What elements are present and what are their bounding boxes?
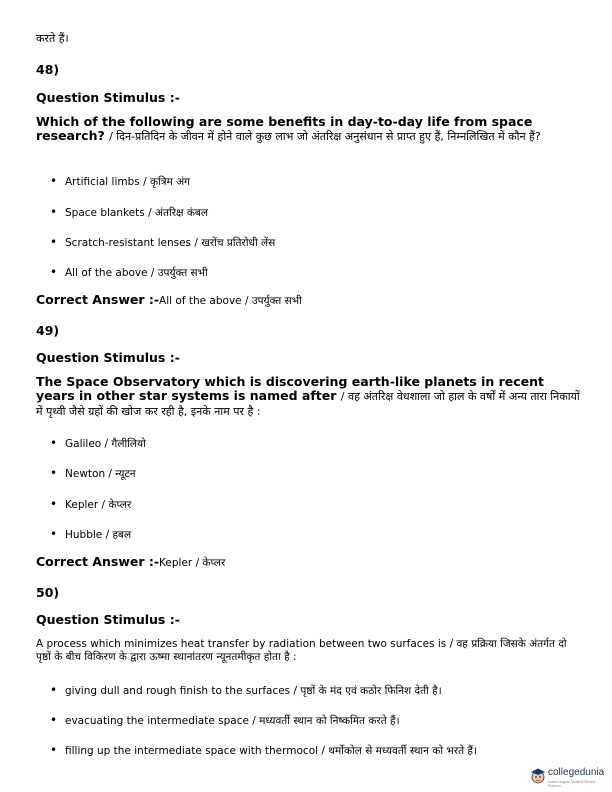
question-text-en: The Space Observatory which is discovering earth-like planets in recent years in other star systems is named after [36, 374, 545, 403]
bullet-icon: • [50, 683, 58, 697]
question-text: A process which minimizes heat transfer by radiation between two surfaces is / वह प्रक्रिया जिसके अंतर्गत दो पृष्ठों के बीच विकिरण के द्वारा ऊष्मा स्थानांतरण न्यूनतमीकृत होता है : [36, 638, 567, 663]
question-number: 50) [36, 585, 60, 600]
option-item: • Artificial limbs / कृत्रिम अंग [50, 174, 191, 188]
intro-fragment: करते हैं। [36, 32, 69, 45]
option-item: • Galileo / गैलीलियो [50, 436, 146, 450]
logo-brand-text: collegedunia [548, 767, 605, 778]
question-text-en: Which of the following are some benefits in day-to-day life from space research? [36, 114, 533, 143]
bullet-icon: • [50, 205, 58, 219]
correct-answer-label: Correct Answer :- [36, 554, 160, 569]
mascot-icon [529, 767, 547, 785]
option-item: • Newton / न्यूटन [50, 466, 136, 480]
question-stimulus-label: Question Stimulus :- [36, 612, 180, 627]
bullet-icon: • [50, 174, 58, 188]
correct-answer-label: Correct Answer :- [36, 292, 160, 307]
option-item: • Scratch-resistant lenses / खरोंच प्रतिरोधी लेंस [50, 235, 276, 249]
question-stimulus-label: Question Stimulus :- [36, 350, 180, 365]
bullet-icon: • [50, 235, 58, 249]
bullet-icon: • [50, 497, 58, 511]
option-item: • giving dull and rough finish to the surfaces / पृष्ठों के मंद एवं कठोर फिनिश देती है। [50, 683, 442, 697]
option-item: • Kepler / केप्लर [50, 497, 132, 511]
question-stimulus-label: Question Stimulus :- [36, 90, 180, 105]
option-item: • filling up the intermediate space with thermocol / थर्मोकोल से मध्यवर्ती स्थान को भरते हैं। [50, 743, 477, 757]
bullet-icon: • [50, 713, 58, 727]
question-text [36, 375, 581, 419]
question-number: 49) [36, 323, 60, 338]
logo-tagline: India's largest Student Review Platform [548, 780, 595, 788]
option-item: • Space blankets / अंतरिक्ष कंबल [50, 205, 209, 219]
question-text-hi: / वह अंतरिक्ष वेधशाला जो हाल के वर्षों में अन्य तारा निकायों में पृथ्वी जैसे ग्रहों की खोज कर रही है, इनके नाम पर है : [36, 390, 580, 418]
bullet-icon: • [50, 265, 58, 279]
question-number: 48) [36, 62, 60, 77]
correct-answer [36, 554, 225, 570]
collegedunia-logo [529, 765, 605, 789]
question-text-hi: / दिन-प्रतिदिन के जीवन में होने वाले कुछ लाभ जो अंतरिक्ष अनुसंधान से प्राप्त हुए हैं, निम्नलिखित में कौन हैं? [109, 130, 541, 143]
correct-answer-value: All of the above / उपर्युक्त सभी [159, 295, 302, 307]
correct-answer-value: Kepler / केप्लर [159, 557, 226, 569]
bullet-icon: • [50, 466, 58, 480]
correct-answer [36, 292, 302, 308]
bullet-icon: • [50, 527, 58, 541]
bullet-icon: • [50, 436, 58, 450]
bullet-icon: • [50, 743, 58, 757]
option-item: • All of the above / उपर्युक्त सभी [50, 265, 208, 279]
question-text [36, 115, 581, 144]
option-item: • Hubble / हबल [50, 527, 132, 541]
option-item: • evacuating the intermediate space / मध्यवर्ती स्थान को निष्कमित करते हैं। [50, 713, 400, 727]
